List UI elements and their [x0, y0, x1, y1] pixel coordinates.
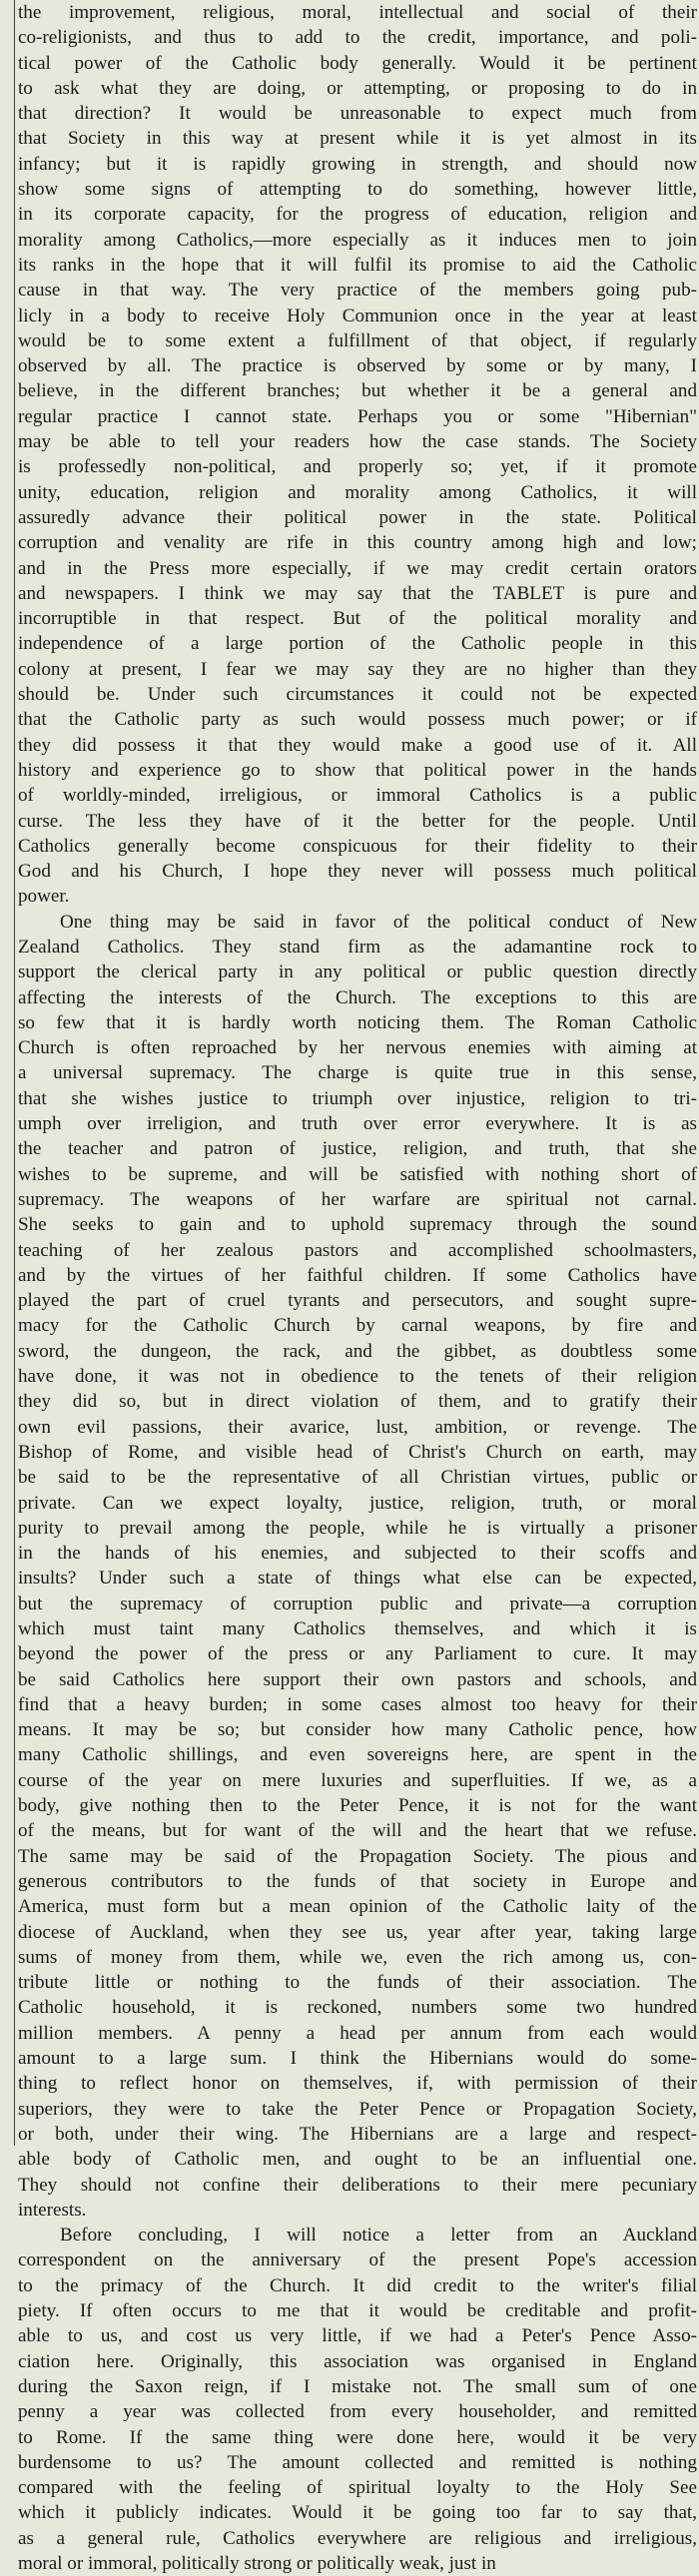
fragment-line: [0, 733, 14, 758]
paragraph: [18, 0, 697, 910]
fragment-line: [0, 429, 14, 454]
text-line: wishes to be supreme, and will be satisfied with nothing short of: [18, 1163, 697, 1185]
text-line: as a general rule, Catholics everywhere are religious and irreligious,: [18, 2527, 697, 2549]
text-line: She seeks to gain and to uphold supremacy through the sound: [18, 1214, 697, 1236]
fragment-line: [0, 1313, 14, 1338]
text-line: morality among Catholics,—more especially as it induces men to join: [18, 229, 697, 251]
fragment-line: [0, 152, 14, 177]
text-line: that Society in this way at present while it is yet almost in its: [18, 128, 697, 150]
text-line: correspondent on the anniversary of the present Pope's accession: [18, 2250, 697, 2271]
paragraph: [18, 2223, 697, 2576]
text-line: would be to some extent a fulfillment of that object, if regularly: [18, 329, 697, 351]
text-line: licly in a body to receive Holy Communion once in the year at least: [18, 305, 697, 326]
text-line: they did so, but in direct violation of them, and to gratify their: [18, 1391, 697, 1413]
fragment-line: [0, 1641, 14, 1666]
text-line: incorruptible in that respect. But of the political morality and: [18, 608, 697, 630]
text-line: generous contributors to the funds of that society in Europe and: [18, 1870, 697, 1892]
fragment-line: [0, 505, 14, 530]
fragment-line: [0, 1945, 14, 1970]
fragment-line: [0, 126, 14, 151]
fragment-line: [0, 2071, 14, 2096]
fragment-line: [0, 1212, 14, 1237]
text-line: sums of money from them, while we, even the rich among us, con-: [18, 1946, 697, 1968]
text-line: the teacher and patron of justice, religion, and truth, that she: [18, 1138, 697, 1160]
text-line: history and experience go to show that political power in the hands: [18, 759, 697, 781]
fragment-line: [0, 353, 14, 378]
text-line: a universal supremacy. The charge is quite true in this sense,: [18, 1062, 697, 1084]
fragment-line: [0, 1364, 14, 1389]
text-line: but the supremacy of corruption public and private—a corruption: [18, 1593, 697, 1614]
text-line: affecting the interests of the Church. The exceptions to this are: [18, 986, 697, 1008]
text-line: that she wishes justice to triumph over injustice, religion to tri-: [18, 1087, 697, 1109]
text-line: power.: [18, 886, 70, 908]
fragment-line: [0, 1389, 14, 1414]
text-line: Catholics generally become conspicuous for their fidelity to their: [18, 835, 697, 857]
text-line: Church is often reproached by her nervous enemies with aiming at: [18, 1037, 697, 1059]
text-line: diocese of Auckland, when they see us, year after year, taking large: [18, 1921, 697, 1943]
text-line: supremacy. The weapons of her warfare are spiritual not carnal.: [18, 1188, 697, 1210]
fragment-line: [0, 834, 14, 859]
fragment-line: [0, 1920, 14, 1945]
text-line: infancy; but it is rapidly growing in strength, and should now: [18, 153, 697, 175]
fragment-line: [0, 1995, 14, 2020]
text-line: in the hands of his enemies, and subjected to their scoffs and: [18, 1543, 697, 1565]
text-line: which must taint many Catholics themselves, and which it is: [18, 1618, 697, 1639]
text-line: able to us, and cost us very little, if we had a Peter's Pence Asso-: [18, 2325, 697, 2347]
text-line: of the means, but for want of the will and the heart that we refuse.: [18, 1820, 697, 1842]
text-line: compared with the feeling of spiritual loyalty to the Holy See: [18, 2477, 697, 2499]
fragment-line: [0, 228, 14, 253]
text-line: show some signs of attempting to do something, however little,: [18, 179, 697, 201]
text-line: interests.: [18, 2199, 87, 2221]
fragment-line: [0, 25, 14, 50]
text-line: ciation here. Originally, this association was organised in England: [18, 2350, 697, 2372]
fragment-line: [0, 328, 14, 353]
fragment-line: [0, 758, 14, 783]
text-line: curse. The less they have of it the better for the people. Until: [18, 810, 697, 832]
fragment-line: [0, 304, 14, 328]
column-rule: [14, 0, 15, 2146]
fragment-line: [0, 960, 14, 984]
text-line: private. Can we expect loyalty, justice, religion, truth, or moral: [18, 1492, 697, 1514]
text-line: which it publicly indicates. Would it be going too far to say that,: [18, 2502, 697, 2524]
fragment-line: [0, 1162, 14, 1187]
fragment-line: [0, 2046, 14, 2071]
text-line: support the clerical party in any political or public question directly: [18, 962, 697, 983]
text-line: and in the Press more especially, if we may credit certain orators: [18, 557, 697, 579]
fragment-line: [0, 1086, 14, 1111]
fragment-line: [0, 1742, 14, 1767]
text-line: so few that it is hardly worth noticing them. The Roman Catholic: [18, 1011, 697, 1033]
text-line: to the primacy of the Church. It did credit to the writer's filial: [18, 2274, 697, 2296]
text-line: and newspapers. I think we may say that the TABLET is pure and: [18, 582, 697, 604]
text-line: to ask what they are doing, or attempting, or proposing to do in: [18, 77, 697, 99]
fragment-line: [0, 1465, 14, 1490]
text-line: have done, it was not in obedience to the tenets of their religion: [18, 1366, 697, 1388]
fragment-line: [0, 1288, 14, 1313]
text-line: colony at present, I fear we may say they are no higher than they: [18, 658, 697, 680]
text-line: macy for the Catholic Church by carnal weapons, by fire and: [18, 1315, 697, 1337]
fragment-line: [0, 1491, 14, 1516]
fragment-line: [0, 859, 14, 884]
fragment-line: [0, 1667, 14, 1692]
text-line: amount to a large sum. I think the Hibernians would do some-: [18, 2048, 697, 2070]
fragment-line: [0, 76, 14, 101]
fragment-line: [0, 1136, 14, 1161]
text-line: thing to reflect honor on themselves, if, with permission of their: [18, 2073, 697, 2095]
text-line: Bishop of Rome, and visible head of Christ's Church on earth, may: [18, 1441, 697, 1463]
fragment-line: [0, 1818, 14, 1843]
text-line: played the part of cruel tyrants and persecutors, and sought supre-: [18, 1290, 697, 1312]
text-line: the improvement, religious, moral, intellectual and social of their: [18, 2, 697, 23]
fragment-line: [0, 1717, 14, 1742]
text-line: tribute little or nothing to the funds of their association. The: [18, 1972, 697, 1994]
text-line: of worldly-minded, irreligious, or immoral Catholics is a public: [18, 785, 697, 807]
text-line: America, must form but a mean opinion of the Catholic laity of the: [18, 1896, 697, 1918]
fragment-line: [0, 935, 14, 960]
fragment-line: [0, 581, 14, 606]
text-line: in its corporate capacity, for the progress of education, religion and: [18, 204, 697, 226]
fragment-line: [0, 202, 14, 227]
text-line: umph over irreligion, and truth over error everywhere. It is as: [18, 1113, 697, 1135]
fragment-line: [0, 1238, 14, 1263]
fragment-line: [0, 530, 14, 555]
text-line: and by the virtues of her faithful children. If some Catholics have: [18, 1264, 697, 1286]
text-line: its ranks in the hope that it will fulfil its promise to aid the Catholic: [18, 254, 697, 276]
fragment-line: [0, 2122, 14, 2147]
text-line: should be. Under such circumstances it could not be expected: [18, 684, 697, 706]
fragment-line: [0, 985, 14, 1010]
text-line: corruption and venality are rife in this country among high and low;: [18, 532, 697, 554]
fragment-line: [0, 101, 14, 126]
text-line: God and his Church, I hope they never will possess much political: [18, 861, 697, 883]
text-line: beyond the power of the press or any Parliament to cure. It may: [18, 1643, 697, 1665]
fragment-line: [0, 1187, 14, 1212]
text-line: during the Saxon reign, if I mistake not. The small sum of one: [18, 2375, 697, 2397]
fragment-line: [0, 177, 14, 202]
text-line: assuredly advance their political power in the state. Political: [18, 506, 697, 528]
fragment-line: [0, 1263, 14, 1288]
fragment-line: [0, 657, 14, 682]
text-line: burdensome to us? The amount collected and remitted is nothing: [18, 2451, 697, 2473]
text-line: is professedly non-political, and properly so; yet, if it promote: [18, 456, 697, 478]
fragment-line: [0, 2097, 14, 2122]
fragment-line: [0, 556, 14, 581]
text-line: moral or immoral, politically strong or politically weak, just in: [18, 2552, 496, 2574]
article-column: [18, 0, 697, 2574]
fragment-line: [0, 1616, 14, 1641]
text-line: Before concluding, I will notice a letter from an Auckland: [60, 2225, 697, 2247]
fragment-line: [0, 1415, 14, 1440]
fragment-line: [0, 1894, 14, 1919]
text-line: superiors, they were to take the Peter Pence or Propagation Society,: [18, 2098, 697, 2120]
text-line: million members. A penny a head per annum from each would: [18, 2022, 697, 2044]
text-line: cause in that way. The very practice of the members going pub-: [18, 280, 697, 302]
text-line: or both, under their wing. The Hibernians are a large and respect-: [18, 2123, 697, 2145]
text-line: regular practice I cannot state. Perhaps you or some "Hibernian": [18, 405, 697, 427]
text-line: purity to prevail among the people, while he is virtually a prisoner: [18, 1517, 697, 1539]
text-line: able body of Catholic men, and ought to be an influential one.: [18, 2149, 697, 2171]
fragment-line: [0, 454, 14, 479]
fragment-line: [0, 2021, 14, 2046]
text-line: piety. If often occurs to me that it would be creditable and profit-: [18, 2300, 697, 2322]
text-line: Catholic household, it is reckoned, numbers some two hundred: [18, 1997, 697, 2019]
fragment-line: [0, 404, 14, 429]
text-line: observed by all. The practice is observed by some or by many, I: [18, 355, 697, 377]
text-line: may be able to tell your readers how the case stands. The Society: [18, 431, 697, 453]
text-line: teaching of her zealous pastors and accomplished schoolmasters,: [18, 1239, 697, 1261]
text-line: many Catholic shillings, and even sovereigns here, are spent in the: [18, 1744, 697, 1766]
fragment-line: [0, 1844, 14, 1869]
text-line: co-religionists, and thus to add to the credit, importance, and poli-: [18, 27, 697, 49]
text-line: believe, in the different branches; but whether it be a general and: [18, 380, 697, 402]
fragment-line: [0, 378, 14, 403]
fragment-line: [0, 682, 14, 707]
text-line: they did possess it that they would make a good use of it. All: [18, 734, 697, 756]
fragment-line: [0, 910, 14, 935]
fragment-line: [0, 1339, 14, 1364]
fragment-line: [0, 480, 14, 505]
fragment-line: [0, 1060, 14, 1085]
text-line: to Rome. If the same thing were done here, would it be very: [18, 2426, 697, 2448]
fragment-line: [0, 1692, 14, 1717]
fragment-line: [0, 278, 14, 303]
fragment-line: [0, 0, 14, 25]
text-line: course of the year on mere luxuries and superfluities. If we, as a: [18, 1769, 697, 1791]
fragment-line: [0, 1035, 14, 1060]
text-line: that direction? It would be unreasonable to expect much from: [18, 103, 697, 125]
adjacent-column-fragments: [0, 0, 14, 2146]
fragment-line: [0, 1869, 14, 1894]
text-line: body, give nothing then to the Peter Pence, it is not for the want: [18, 1795, 697, 1817]
text-line: unity, education, religion and morality among Catholics, it will: [18, 481, 697, 503]
fragment-line: [0, 1768, 14, 1793]
fragment-line: [0, 783, 14, 808]
fragment-line: [0, 809, 14, 834]
text-line: own evil passions, their avarice, lust, ambition, or revenge. The: [18, 1416, 697, 1438]
text-line: One thing may be said in favor of the political conduct of New: [60, 911, 697, 933]
fragment-line: [0, 1793, 14, 1818]
fragment-line: [0, 51, 14, 76]
fragment-line: [0, 1592, 14, 1616]
text-line: They should not confine their deliberations to their mere pecuniary: [18, 2174, 697, 2196]
fragment-line: [0, 884, 14, 909]
text-line: be said Catholics here support their own pastors and schools, and: [18, 1668, 697, 1690]
paragraph: [18, 910, 697, 2223]
text-line: means. It may be so; but consider how many Catholic pence, how: [18, 1719, 697, 1741]
text-line: Zealand Catholics. They stand firm as the adamantine rock to: [18, 936, 697, 958]
fragment-line: [0, 1111, 14, 1136]
text-line: insults? Under such a state of things what else can be expected,: [18, 1568, 697, 1590]
text-line: tical power of the Catholic body generally. Would it be pertinent: [18, 52, 697, 74]
text-line: independence of a large portion of the Catholic people in this: [18, 633, 697, 655]
fragment-line: [0, 1516, 14, 1541]
fragment-line: [0, 1970, 14, 1995]
fragment-line: [0, 253, 14, 278]
text-line: find that a heavy burden; in some cases almost too heavy for their: [18, 1693, 697, 1715]
fragment-line: [0, 1566, 14, 1591]
fragment-line: [0, 1010, 14, 1035]
text-line: sword, the dungeon, the rack, and the gibbet, as doubtless some: [18, 1340, 697, 1362]
fragment-line: [0, 631, 14, 656]
text-line: that the Catholic party as such would possess much power; or if: [18, 709, 697, 731]
text-line: be said to be the representative of all Christian virtues, public or: [18, 1467, 697, 1489]
fragment-line: [0, 707, 14, 732]
fragment-line: [0, 606, 14, 631]
text-line: penny a year was collected from every householder, and remitted: [18, 2401, 697, 2423]
text-line: The same may be said of the Propagation Society. The pious and: [18, 1845, 697, 1867]
fragment-line: [0, 1440, 14, 1465]
fragment-line: [0, 1541, 14, 1566]
